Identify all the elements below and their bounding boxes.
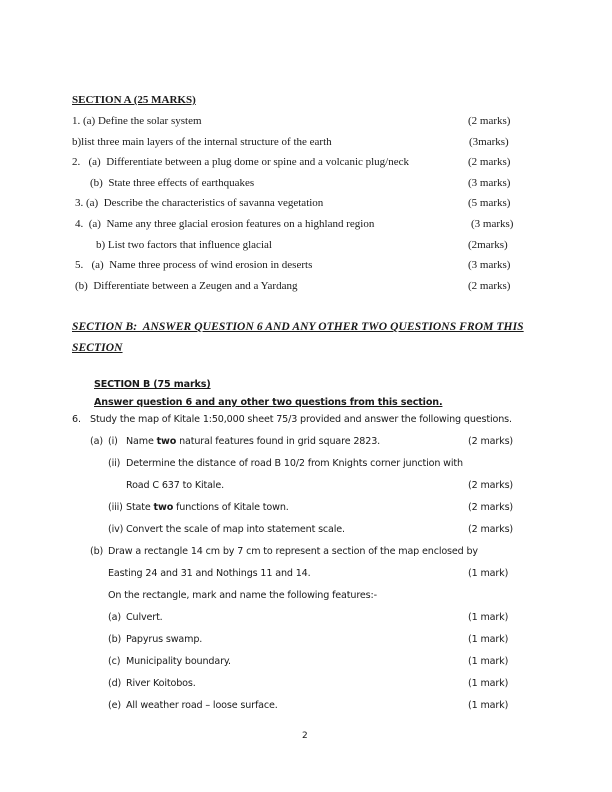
question-6a-iii-label: (iii) bbox=[108, 502, 123, 513]
feature-b-label: (b) bbox=[108, 634, 122, 645]
question-2b: (b) State three effects of earthquakes bbox=[90, 177, 255, 189]
feature-e-marks: (1 mark) bbox=[468, 700, 509, 711]
question-6a-iv-marks: (2 marks) bbox=[468, 524, 514, 535]
question-6-stem: Study the map of Kitale 1:50,000 sheet 75/3 provided and answer the following questions. bbox=[90, 414, 512, 425]
question-6-number: 6. bbox=[72, 414, 81, 425]
question-3a: 3. (a) Describe the characteristics of savanna vegetation bbox=[75, 197, 324, 209]
question-6a-ii-line1: Determine the distance of road B 10/2 from Knights corner junction with bbox=[126, 458, 463, 469]
feature-e-label: (e) bbox=[108, 700, 121, 711]
feature-a-marks: (1 mark) bbox=[468, 612, 509, 623]
feature-d-marks: (1 mark) bbox=[468, 678, 509, 689]
question-4a-marks: (3 marks) bbox=[471, 218, 514, 230]
question-5a-marks: (3 marks) bbox=[468, 259, 511, 271]
feature-a-text: Culvert. bbox=[126, 612, 163, 623]
question-2a: 2. (a) Differentiate between a plug dome or spine and a volcanic plug/neck bbox=[72, 156, 410, 168]
question-1b: b)list three main layers of the internal structure of the earth bbox=[72, 136, 332, 148]
question-5a: 5. (a) Name three process of wind erosion in deserts bbox=[75, 259, 313, 271]
question-6a-iii-marks: (2 marks) bbox=[468, 502, 514, 513]
question-4a: 4. (a) Name any three glacial erosion features on a highland region bbox=[75, 218, 375, 230]
question-1b-marks: (3marks) bbox=[469, 136, 509, 148]
feature-b-text: Papyrus swamp. bbox=[126, 634, 203, 645]
question-6b-label: (b) bbox=[90, 546, 104, 557]
section-b-heading: SECTION B (75 marks) bbox=[94, 379, 211, 390]
question-4b: b) List two factors that influence glacial bbox=[96, 239, 272, 251]
question-6a-label: (a) bbox=[90, 436, 103, 447]
question-4b-marks: (2marks) bbox=[468, 239, 508, 251]
feature-c-text: Municipality boundary. bbox=[126, 656, 231, 667]
question-5b-marks: (2 marks) bbox=[468, 280, 511, 292]
question-1a: 1. (a) Define the solar system bbox=[72, 115, 202, 127]
question-6a-iv-label: (iv) bbox=[108, 524, 124, 535]
question-5b: (b) Differentiate between a Zeugen and a Yardang bbox=[75, 280, 298, 292]
question-6a-i-marks: (2 marks) bbox=[468, 436, 514, 447]
question-6a-i-label: (i) bbox=[108, 436, 118, 447]
feature-d-text: River Koitobos. bbox=[126, 678, 196, 689]
feature-d-label: (d) bbox=[108, 678, 122, 689]
question-6a-ii-label: (ii) bbox=[108, 458, 121, 469]
feature-a-label: (a) bbox=[108, 612, 121, 623]
question-6a-iii-text: State two functions of Kitale town. bbox=[126, 502, 289, 513]
section-b-banner-line1: SECTION B: ANSWER QUESTION 6 AND ANY OTHER TWO QUESTIONS FROM THIS bbox=[72, 321, 524, 333]
question-6a-ii-line2: Road C 637 to Kitale. bbox=[126, 480, 224, 491]
question-6b-line1: Draw a rectangle 14 cm by 7 cm to represent a section of the map enclosed by bbox=[108, 546, 478, 557]
feature-e-text: All weather road – loose surface. bbox=[126, 700, 278, 711]
feature-c-marks: (1 mark) bbox=[468, 656, 509, 667]
section-a-heading: SECTION A (25 MARKS) bbox=[72, 94, 196, 106]
section-b-banner-line2: SECTION bbox=[72, 342, 123, 354]
question-6a-iv-text: Convert the scale of map into statement scale. bbox=[126, 524, 345, 535]
feature-b-marks: (1 mark) bbox=[468, 634, 509, 645]
question-6b-instruction: On the rectangle, mark and name the following features:- bbox=[108, 590, 377, 601]
question-6a-i-text: Name two natural features found in grid square 2823. bbox=[126, 436, 381, 447]
page-number: 2 bbox=[302, 731, 308, 741]
question-3a-marks: (5 marks) bbox=[468, 197, 511, 209]
question-6b-marks: (1 mark) bbox=[468, 568, 509, 579]
question-2a-marks: (2 marks) bbox=[468, 156, 511, 168]
question-6b-line2: Easting 24 and 31 and Nothings 11 and 14. bbox=[108, 568, 311, 579]
question-2b-marks: (3 marks) bbox=[468, 177, 511, 189]
feature-c-label: (c) bbox=[108, 656, 121, 667]
question-1a-marks: (2 marks) bbox=[468, 115, 511, 127]
section-b-instruction: Answer question 6 and any other two questions from this section. bbox=[94, 397, 443, 408]
question-6a-ii-marks: (2 marks) bbox=[468, 480, 514, 491]
